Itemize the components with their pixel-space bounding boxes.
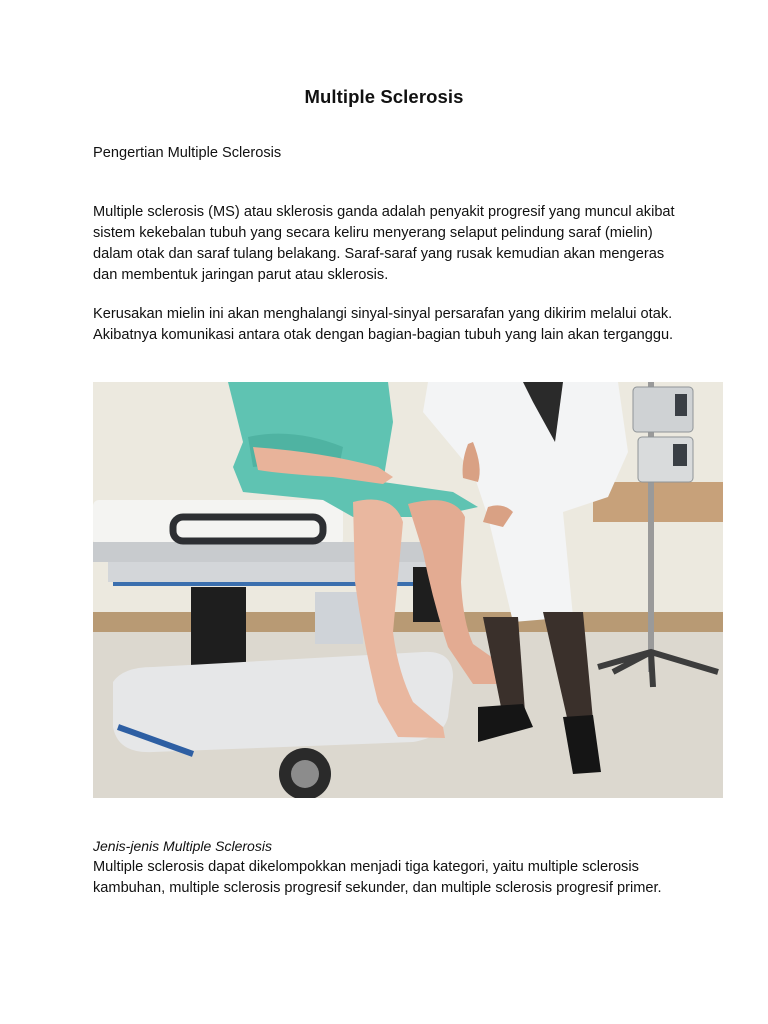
medical-exam-illustration (93, 382, 723, 798)
paragraph-types: Multiple sclerosis dapat dikelompokkan menjadi tiga kategori, yaitu multiple sclerosis kambuhan, multiple sclerosis progresif sekunder, dan multiple sclerosis progresif primer. (93, 859, 662, 896)
medical-exam-photo (93, 382, 723, 798)
page-title: Multiple Sclerosis (304, 86, 464, 107)
paragraph-effects: Kerusakan mielin ini akan menghalangi sinyal-sinyal persarafan yang dikirim melalui otak. Akibatnya komunikasi antara otak dengan bagian-bagian tubuh yang lain akan terganggu. (93, 306, 674, 343)
section-heading-types: Jenis-jenis Multiple Sclerosis (93, 838, 272, 854)
paragraph-definition: Multiple sclerosis (MS) atau sklerosis ganda adalah penyakit progresif yang muncul akibat sistem kekebalan tubuh yang secara keliru menyerang selaput pelindung saraf (mielin) dalam otak dan saraf tulang belakang. Saraf-saraf yang rusak kemudian akan mengeras dan membentuk jaringan parut atau sklerosis. (93, 204, 675, 283)
section-subtitle: Pengertian Multiple Sclerosis (93, 145, 282, 161)
